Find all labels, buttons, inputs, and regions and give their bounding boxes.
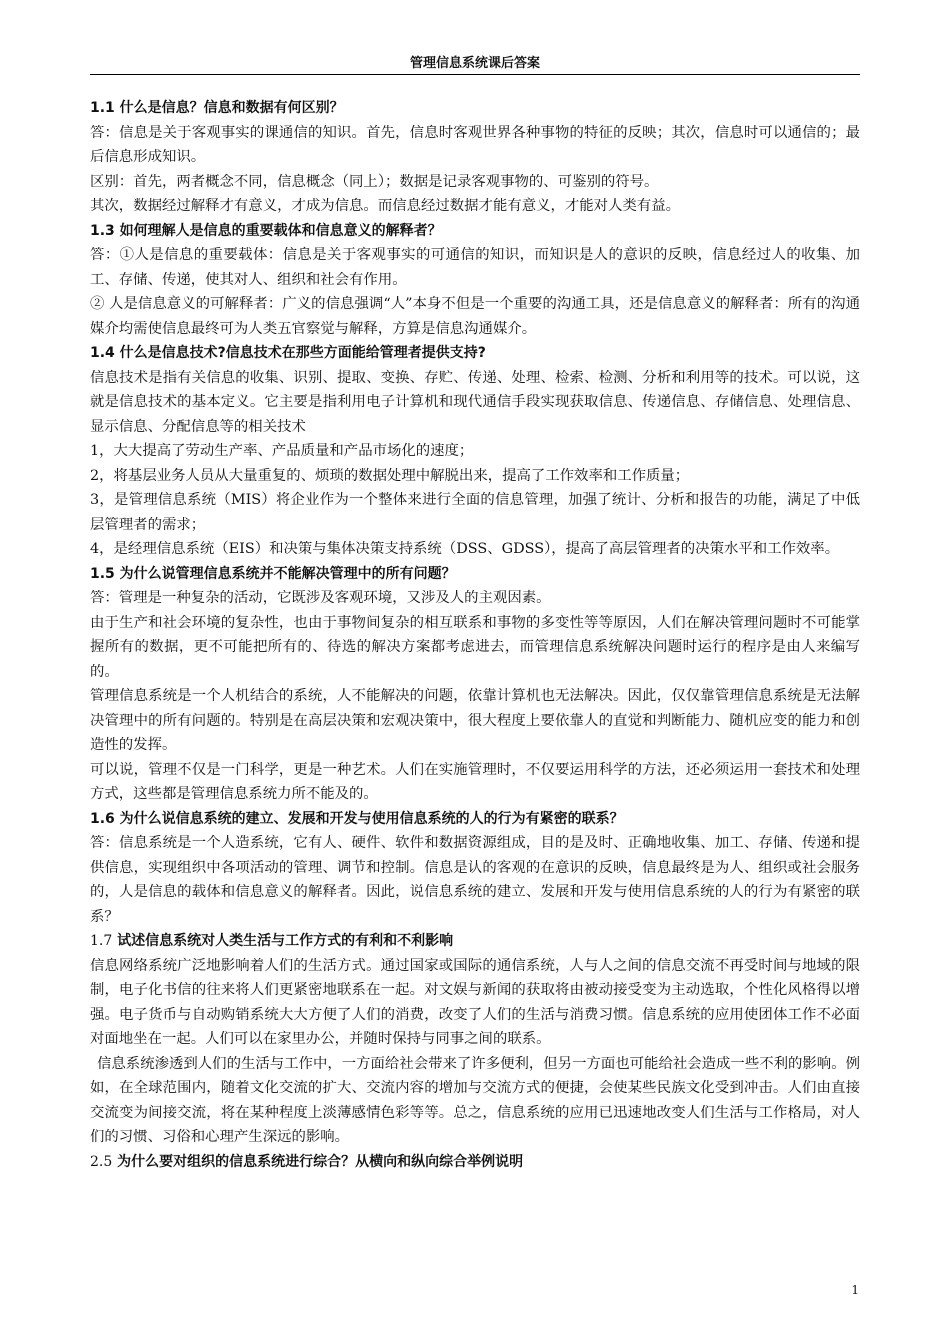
- answer-paragraph: 可以说，管理不仅是一门科学，更是一种艺术。人们在实施管理时，不仅要运用科学的方法，还必须运用一套技术和处理方式，这些都是管理信息系统力所不能及的。: [90, 761, 860, 802]
- question-number: 2.5: [90, 1153, 113, 1170]
- question-1-7: [90, 929, 860, 954]
- question-1-4: 1.4 什么是信息技术?信息技术在那些方面能给管理者提供支持?: [90, 345, 486, 361]
- question-1-3: 1.3 如何理解人是信息的重要载体和信息意义的解释者？: [90, 222, 442, 239]
- question-text: 试述信息系统对人类生活与工作方式的有利和不利影响: [112, 933, 454, 949]
- answer-paragraph: 信息系统渗透到人们的生活与工作中，一方面给社会带来了许多便利，但另一方面也可能给社会造成一些不利的影响。例如，在全球范围内，随着文化交流的扩大、交流内容的增加与交流方式的便捷，会使某些民族文化受到冲击。人们由直接交流变为间接交流，将在某种程度上淡薄感情色彩等等。总之，信息系统的应用已迅速地改变人们生活与工作格局，对人们的习惯、习俗和心理产生深远的影响。: [90, 1055, 860, 1145]
- answer-paragraph: 4，是经理信息系统（EIS）和决策与集体决策支持系统（DSS、GDSS），提高了高层管理者的决策水平和工作效率。: [90, 541, 840, 557]
- answer-paragraph: 答：信息是关于客观事实的课通信的知识。首先，信息时客观世界各种事物的特征的反映；其次，信息时可以通信的；最后信息形成知识。: [90, 124, 860, 165]
- page-header: 管理信息系统课后答案: [90, 52, 860, 75]
- question-1-6: 1.6 为什么说信息系统的建立、发展和开发与使用信息系统的人的行为有紧密的联系？: [90, 810, 624, 827]
- answer-paragraph: 答：信息系统是一个人造系统，它有人、硬件、软件和数据资源组成，目的是及时、正确地收集、加工、存储、传递和提供信息，实现组织中各项活动的管理、调节和控制。信息是认的客观的在意识的反映，信息最终是为人、组织或社会服务的，人是信息的载体和信息意义的解释者。因此，说信息系统的建立、发展和开发与使用信息系统的人的行为有紧密的联系？: [90, 835, 860, 925]
- page-number: 1: [851, 1283, 859, 1297]
- question-number: 1.7: [90, 933, 113, 949]
- answer-paragraph: 答：管理是一种复杂的活动，它既涉及客观环境，又涉及人的主观因素。: [90, 590, 551, 606]
- document-body: [90, 96, 860, 1174]
- answer-paragraph: 信息网络系统广泛地影响着人们的生活方式。通过国家或国际的通信系统，人与人之间的信息交流不再受时间与地域的限制，电子化书信的往来将人们更紧密地联系在一起。对文娱与新闻的获取将由被动接受变为主动选取，个性化风格得以增强。电子货币与自动购销系统大大方便了人们的消费，改变了人们的生活与消费习惯。信息系统的应用使团体工作不必面对面地坐在一起。人们可以在家里办公，并随时保持与同事之间的联系。: [90, 957, 860, 1047]
- answer-paragraph: ② 人是信息意义的可解释者：广义的信息强调“人”本身不但是一个重要的沟通工具，还是信息意义的解释者：所有的沟通媒介均需使信息最终可为人类五官察觉与解释，方算是信息沟通媒介。: [90, 296, 860, 337]
- answer-paragraph: 管理信息系统是一个人机结合的系统，人不能解决的问题，依靠计算机也无法解决。因此，仅仅靠管理信息系统是无法解决管理中的所有问题的。特别是在高层决策和宏观决策中，很大程度上要依靠人的直觉和判断能力、随机应变的能力和创造性的发挥。: [90, 688, 860, 753]
- answer-paragraph: 信息技术是指有关信息的收集、识别、提取、变换、存贮、传递、处理、检索、检测、分析和利用等的技术。可以说，这就是信息技术的基本定义。它主要是指利用电子计算机和现代通信手段实现获取信息、传递信息、存储信息、处理信息、显示信息、分配信息等的相关技术: [90, 369, 860, 435]
- question-1-1: 1.1 什么是信息？信息和数据有何区别？: [90, 100, 344, 116]
- question-1-5: 1.5 为什么说管理信息系统并不能解决管理中的所有问题？: [90, 565, 456, 582]
- answer-paragraph: 2，将基层业务人员从大量重复的、烦琐的数据处理中解脱出来，提高了工作效率和工作质量；: [90, 467, 690, 484]
- question-text: 为什么要对组织的信息系统进行综合？从横向和纵向综合举例说明: [112, 1153, 524, 1170]
- answer-paragraph: 1，大大提高了劳动生产率、产品质量和产品市场化的速度；: [90, 443, 474, 459]
- answer-paragraph: 3，是管理信息系统（MIS）将企业作为一个整体来进行全面的信息管理，加强了统计、分析和报告的功能，满足了中低层管理者的需求；: [90, 492, 861, 533]
- question-2-5: [90, 1150, 860, 1175]
- answer-paragraph: 区别：首先，两者概念不同，信息概念（同上）；数据是记录客观事物的、可鉴别的符号。: [90, 173, 659, 190]
- answer-paragraph: 答：①人是信息的重要载体：信息是关于客观事实的可通信的知识，而知识是人的意识的反映，信息经过人的收集、加工、存储、传递，使其对人、组织和社会有作用。: [90, 247, 860, 288]
- answer-paragraph: 由于生产和社会环境的复杂性，也由于事物间复杂的相互联系和事物的多变性等等原因，人们在解决管理问题时不可能掌握所有的数据，更不可能把所有的、待选的解决方案都考虑进去，而管理信息系统解决问题时运行的程序是由人来编写的。: [90, 614, 860, 680]
- answer-paragraph: 其次，数据经过解释才有意义，才成为信息。而信息经过数据才能有意义，才能对人类有益。: [90, 198, 681, 214]
